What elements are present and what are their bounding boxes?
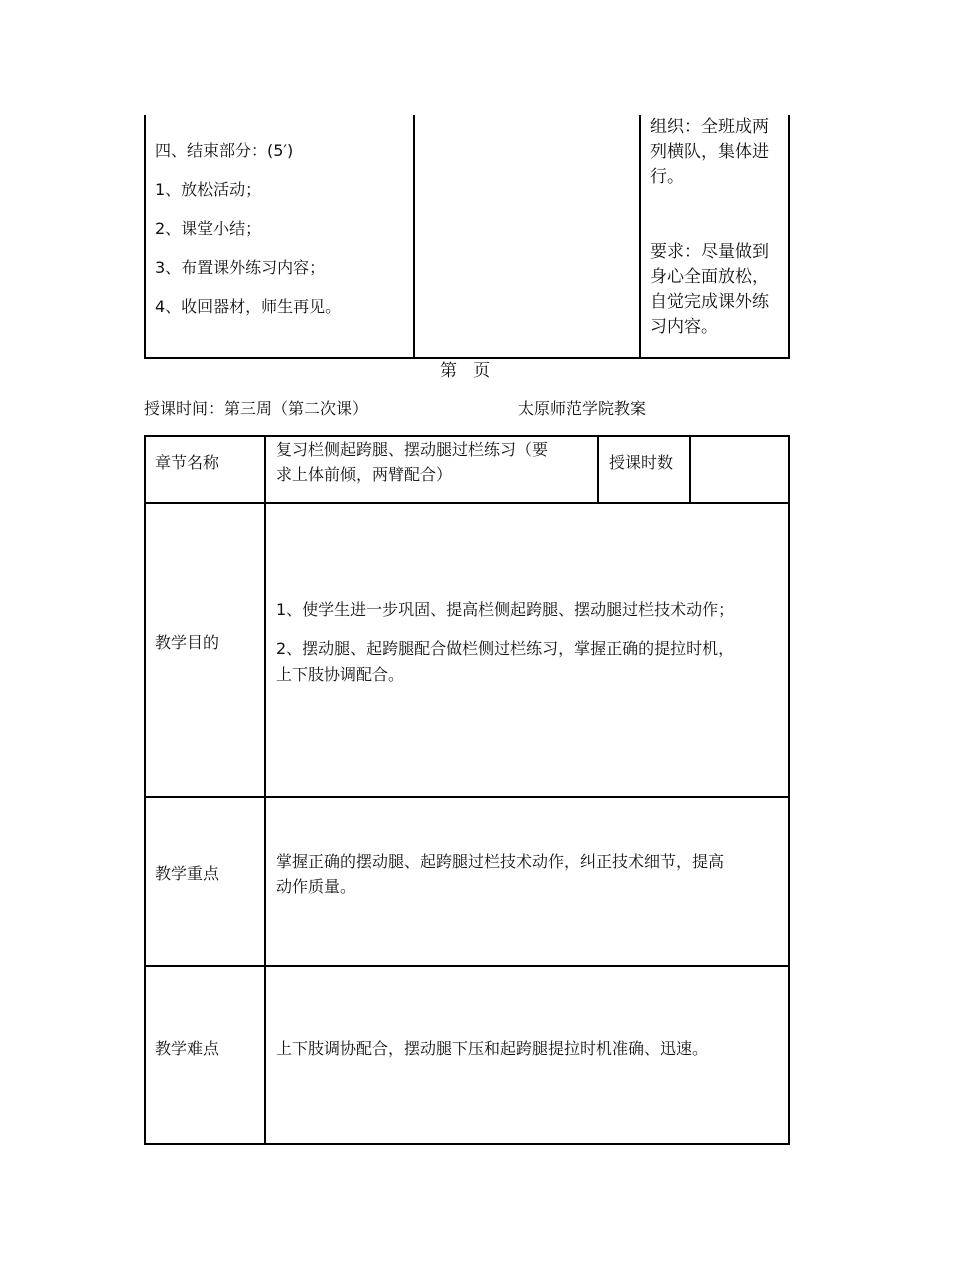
- ending-item-3: 3、布置课外练习内容；: [155, 258, 326, 277]
- school-title: 太原师范学院教案: [518, 399, 647, 418]
- requirement-line-1: 要求：尽量做到: [650, 242, 769, 262]
- key-points-label: 教学重点: [155, 864, 220, 883]
- requirement-line-3: 自觉完成课外练: [650, 292, 769, 312]
- key-points-line-2: 动作质量。: [276, 877, 357, 896]
- lesson-time: 授课时间：第三周（第二次课）: [144, 399, 369, 418]
- difficulties-line-1: 上下肢调协配合，摆动腿下压和起跨腿提拉时机准确、迅速。: [276, 1039, 709, 1058]
- organization-line-3: 行。: [650, 167, 684, 187]
- key-points-line-1: 掌握正确的摆动腿、起跨腿过栏技术动作，纠正技术细节，提高: [276, 852, 725, 871]
- ending-section-title: 四、结束部分：(5′): [155, 141, 294, 160]
- organization-line-2: 列横队，集体进: [650, 142, 769, 162]
- teaching-goal-line-3: 上下肢协调配合。: [276, 665, 405, 684]
- organization-line-1: 组织：全班成两: [650, 117, 769, 137]
- chapter-name-line-2: 求上体前倾，两臂配合）: [276, 465, 453, 484]
- class-hours-label: 授课时数: [609, 453, 674, 472]
- teaching-goal-line-1: 1、使学生进一步巩固、提高栏侧起跨腿、摆动腿过栏技术动作；: [276, 600, 735, 619]
- chapter-name-line-1: 复习栏侧起跨腿、摆动腿过栏练习（要: [276, 440, 549, 459]
- requirement-line-2: 身心全面放松，: [650, 267, 769, 287]
- teaching-goal-line-2: 2、摆动腿、起跨腿配合做栏侧过栏练习，掌握正确的提拉时机，: [276, 639, 735, 658]
- ending-item-1: 1、放松活动；: [155, 180, 262, 199]
- ending-item-2: 2、课堂小结；: [155, 219, 262, 238]
- chapter-name-label: 章节名称: [155, 453, 220, 472]
- ending-item-4: 4、收回器材，师生再见。: [155, 297, 342, 316]
- difficulties-label: 教学难点: [155, 1039, 220, 1058]
- teaching-goal-label: 教学目的: [155, 633, 220, 652]
- page-number-label: 第 页: [440, 361, 491, 381]
- requirement-line-4: 习内容。: [650, 317, 718, 337]
